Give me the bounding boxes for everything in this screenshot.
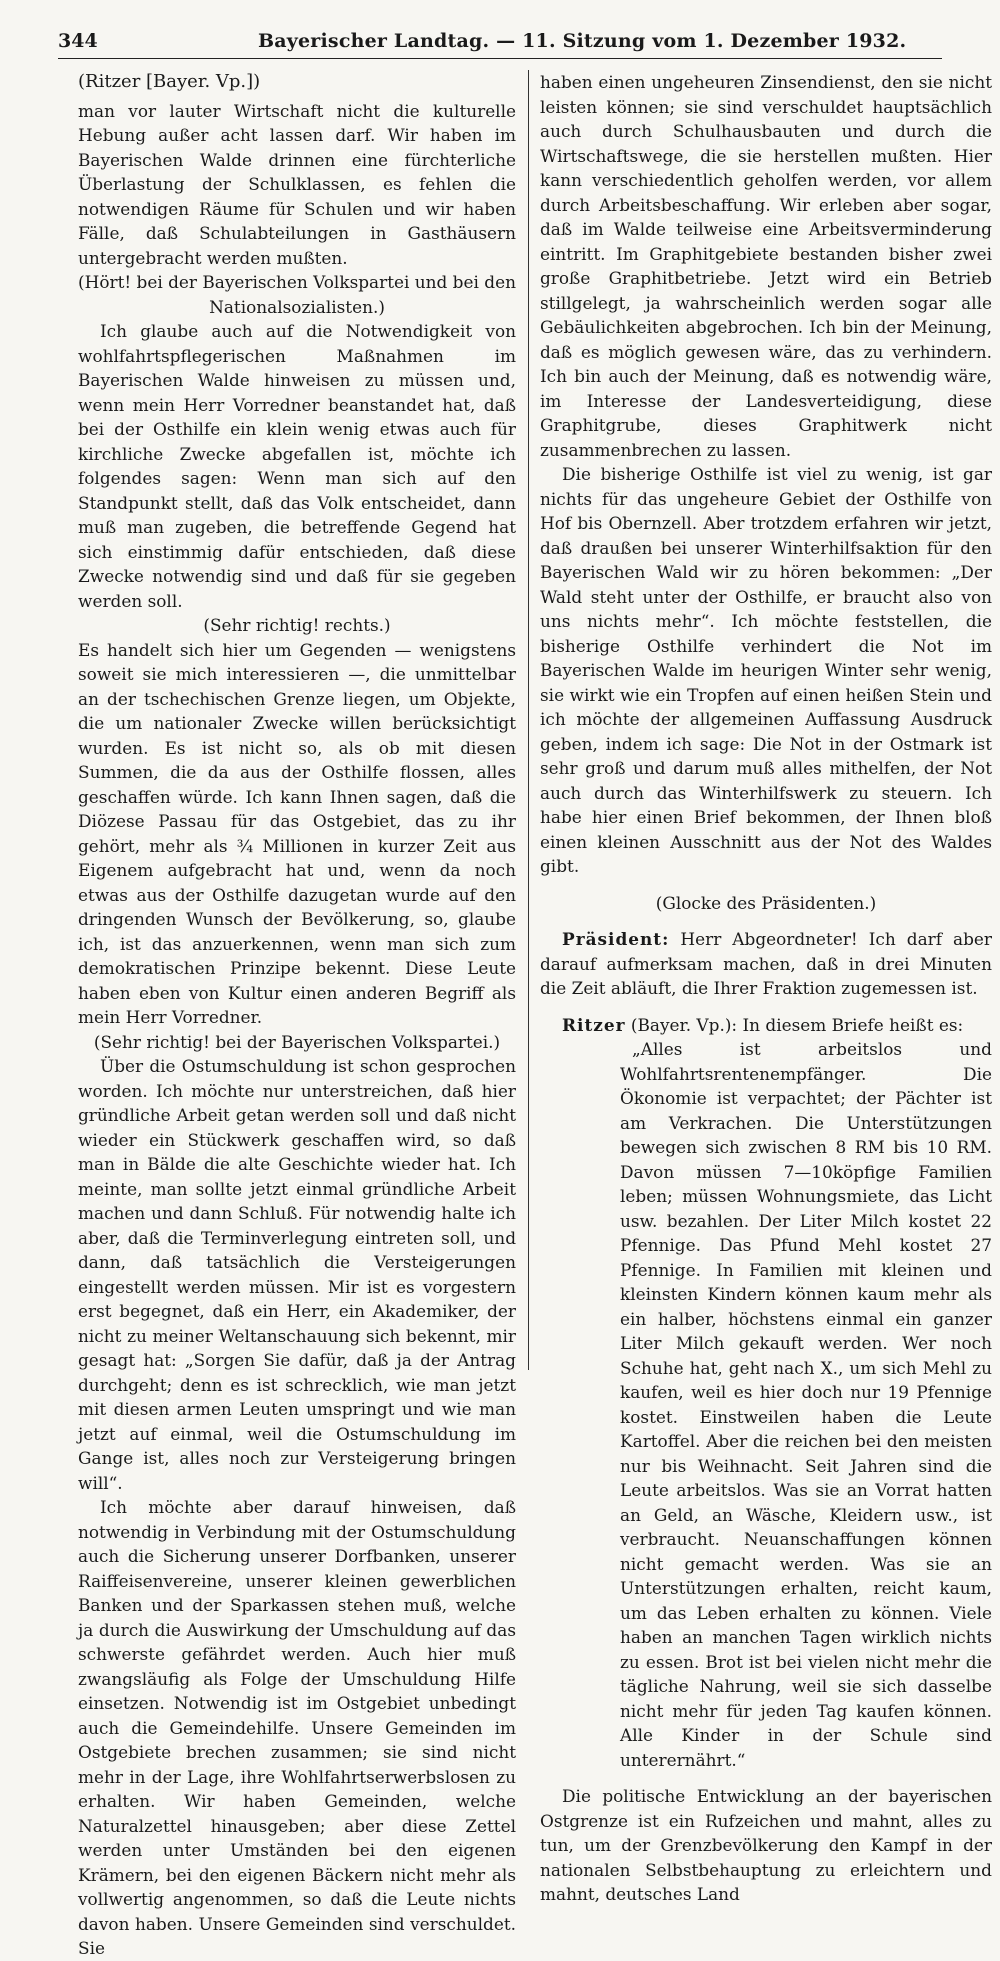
paragraph: Über die Ostumschuldung ist schon gesprochen worden. Ich möchte nur unterstreichen, daß hier gründliche Arbeit getan werden soll und daß nicht wieder ein Stückwerk geschaffen wird, so daß man in Bälde die alte Geschichte wieder hat. Ich meinte, man sollte jetzt einmal gründliche Arbeit machen und dann Schluß. Für notwendig halte ich aber, daß die Terminverlegung eintreten soll, und dann, daß tatsächlich die Versteigerungen eingestellt werden müssen. Mir ist es vorgestern erst begegnet, daß ein Herr, ein Akademiker, der nicht zu meiner Weltanschauung sich bekennt, mir gesagt hat: „Sorgen Sie dafür, daß ja der Antrag durchgeht; denn es ist schrecklich, wie man jetzt mit diesen armen Leuten umspringt und wie man jetzt auf einmal, weil die Ostumschuldung im Gange ist, alles noch zur Versteigerung bringen will“. (78, 1056, 516, 1493)
statement-text: Herr Abgeordneter! Ich darf aber darauf aufmerksam machen, daß in drei Minuten die Zeit abläuft, die Ihrer Fraktion zugemessen ist. (540, 929, 992, 998)
statement-text: (Bayer. Vp.): In diesem Briefe heißt es: (625, 1014, 964, 1035)
speaker-name-ritzer: Ritzer (562, 1014, 626, 1035)
letter-quote (540, 1037, 992, 1772)
paragraph: Ich glaube auch auf die Notwendigkeit von wohlfahrtspflegerischen Maßnahmen im Bayerischen Walde hinweisen zu müssen und, wenn mein Herr Vorredner beanstandet hat, daß bei der Osthilfe ein klein wenig etwas auch für kirchliche Zwecke abgefallen ist, möchte ich folgendes sagen: Wenn man sich auf den Standpunkt stellt, daß das Volk entscheidet, dann muß man zugeben, die betreffende Gegend hat sich einstimmig dafür entschieden, daß diese Zwecke notwendig sind und daß für sie gegeben werden soll. (78, 321, 516, 611)
paragraph: haben einen ungeheuren Zinsendienst, den sie nicht leisten können; sie sind verschuldet hauptsächlich auch durch Schulhausbauten und durch die Wirtschaftswege, die sie herstellen mußten. Hier kann verschiedentlich geholfen werden, vor allem durch Arbeitsbeschaffung. Wir erleben aber sogar, daß im Walde teilweise eine Arbeitsverminderung eintritt. Im Graphitgebiete bestanden bisher zwei große Graphitbetriebe. Jetzt wird ein Betrieb stillgelegt, ja wahrscheinlich werden sogar alle Gebäulichkeiten abgebrochen. Ich bin der Meinung, daß es möglich gewesen wäre, das zu verhindern. Ich bin auch der Meinung, daß es notwendig wäre, im Interesse der Landesverteidigung, diese Graphitgrube, dieses Graphitwerk nicht zusammenbrechen zu lassen. (540, 72, 992, 460)
interjection: (Hört! bei der Bayerischen Volkspartei und bei den Nationalsozialisten.) (78, 272, 516, 317)
president-statement (540, 927, 992, 1001)
page-number: 344 (58, 30, 98, 52)
paragraph: Die bisherige Osthilfe ist viel zu wenig, ist gar nichts für das ungeheure Gebiet der Osthilfe von Hof bis Obernzell. Aber trotzdem erfahren wir jetzt, daß draußen bei unserer Winterhilfsaktion für den Bayerischen Wald wir zu hören bekommen: „Der Wald steht unter der Osthilfe, er braucht also von uns nichts mehr“. Ich möchte feststellen, die bisherige Osthilfe verhindert die Not im Bayerischen Walde im heurigen Winter sehr wenig, sie wirkt wie ein Tropfen auf einen heißen Stein und ich möchte der allgemeinen Auffassung Ausdruck geben, indem ich sage: Die Not in der Ostmark ist sehr groß und darum muß alles mithelfen, der Not auch durch das Winterhilfswerk zu steuern. Ich habe hier einen Brief bekommen, der Ihnen bloß einen kleinen Ausschnitt aus der Not des Waldes gibt. (540, 464, 992, 876)
paragraph: Ich möchte aber darauf hinweisen, daß notwendig in Verbindung mit der Ostumschuldung auch die Sicherung unserer Dorfbanken, unserer Raiffeisenvereine, unserer kleinen gewerblichen Banken und der Sparkassen stehen muß, welche ja durch die Auswirkung der Umschuldung auf das schwerste gefährdet werden. Auch hier muß zwangsläufig als Folge der Umschuldung Hilfe einsetzen. Notwendig ist im Ostgebiet unbedingt auch die Gemeindehilfe. Unsere Gemeinden im Ostgebiete brechen zusammen; sie sind nicht mehr in der Lage, ihre Wohlfahrtserwerbslosen zu erhalten. Wir haben Gemeinden, welche Naturalzettel hinausgeben; aber diese Zettel werden unter Umständen bei den eigenen Krämern, bei den eigenen Bäckern nicht mehr als vollwertig angenommen, so daß die Leute nichts davon haben. Unsere Gemeinden sind verschuldet. Sie (78, 1497, 516, 1958)
right-column (540, 70, 992, 1907)
interjection: (Sehr richtig! rechts.) (203, 615, 391, 635)
running-header (58, 28, 942, 59)
paragraph: man vor lauter Wirtschaft nicht die kulturelle Hebung außer acht lassen darf. Wir haben im Bayerischen Walde drinnen eine fürchterliche Überlastung der Schulklassen, es fehlen die notwendigen Räume für Schulen und wir haben Fälle, daß Schulabteilungen in Gasthäusern untergebracht werden mußten. (78, 100, 516, 268)
left-column (78, 70, 516, 1961)
paragraph: Es handelt sich hier um Gegenden — wenigstens soweit sie mich interessieren —, die unmittelbar an der tschechischen Grenze liegen, um Objekte, die um nationaler Zwecke willen berücksichtigt wurden. Es ist nicht so, als ob mit diesen Summen, die da aus der Osthilfe flossen, alles geschaffen würde. Ich kann Ihnen sagen, daß die Diözese Passau für das Ostgebiet, das zu ihr gehört, mehr als ¾ Millionen in kurzer Zeit aus Eigenem aufgebracht hat und, wenn da noch etwas aus der Osthilfe dazugetan wurde auf den dringenden Wunsch der Bevölkerung, so, glaube ich, ist das anzuerkennen, wenn man sich zum demokratischen Prinzipe bekennt. Diese Leute haben eben von Kultur einen anderen Begriff als mein Herr Vorredner. (78, 639, 516, 1027)
ritzer-statement (540, 1013, 992, 1038)
column-divider (528, 70, 529, 1370)
speaker-continuation-head: (Ritzer [Bayer. Vp.]) (78, 71, 261, 92)
speaker-name-president: Präsident: (562, 929, 670, 949)
interjection: (Glocke des Präsidenten.) (655, 892, 877, 913)
paragraph: Die politische Entwicklung an der bayerischen Ostgrenze ist ein Rufzeichen und mahnt, alles zu tun, um der Grenzbevölkerung den Kampf in der nationalen Selbstbehauptung zu erleichtern und mahnt, deutsches Land (540, 1786, 992, 1904)
running-head-title: Bayerischer Landtag. — 11. Sitzung vom 1. Dezember 1932. (258, 30, 907, 52)
quoted-letter-text: „Alles ist arbeitslos und Wohlfahrtsrentenempfänger. Die Ökonomie ist verpachtet; der Pächter ist am Verkrachen. Die Unterstützungen bewegen sich zwischen 8 RM bis 10 RM. Davon müssen 7—10köpfige Familien leben; müssen Wohnungsmiete, das Licht usw. bezahlen. Der Liter Milch kostet 22 Pfennige. Das Pfund Mehl kostet 27 Pfennige. In Familien mit kleinen und kleinsten Kindern können kaum mehr als ein halber, höchstens einmal ein ganzer Liter Milch gekauft werden. Wer noch Schuhe hat, geht nach X., um sich Mehl zu kaufen, weil es hier doch nur 19 Pfennige kostet. Einstweilen haben die Leute Kartoffel. Aber die reichen bei den meisten nur bis Weihnacht. Seit Jahren sind die Leute arbeitslos. Was sie an Vorrat hatten an Geld, an Wäsche, Kleidern usw., ist verbraucht. Neuanschaffungen können nicht gemacht werden. Was sie an Unterstützungen erhalten, reicht kaum, um das Leben erhalten zu können. Viele haben an manchen Tagen wirklich nichts zu essen. Brot ist bei vielen nicht mehr die tägliche Nahrung, weil sie sich dasselbe nicht mehr für jeden Tag kaufen können. Alle Kinder in der Schule sind unterernährt.“ (620, 1039, 992, 1770)
interjection: (Sehr richtig! bei der Bayerischen Volkspartei.) (93, 1031, 501, 1052)
